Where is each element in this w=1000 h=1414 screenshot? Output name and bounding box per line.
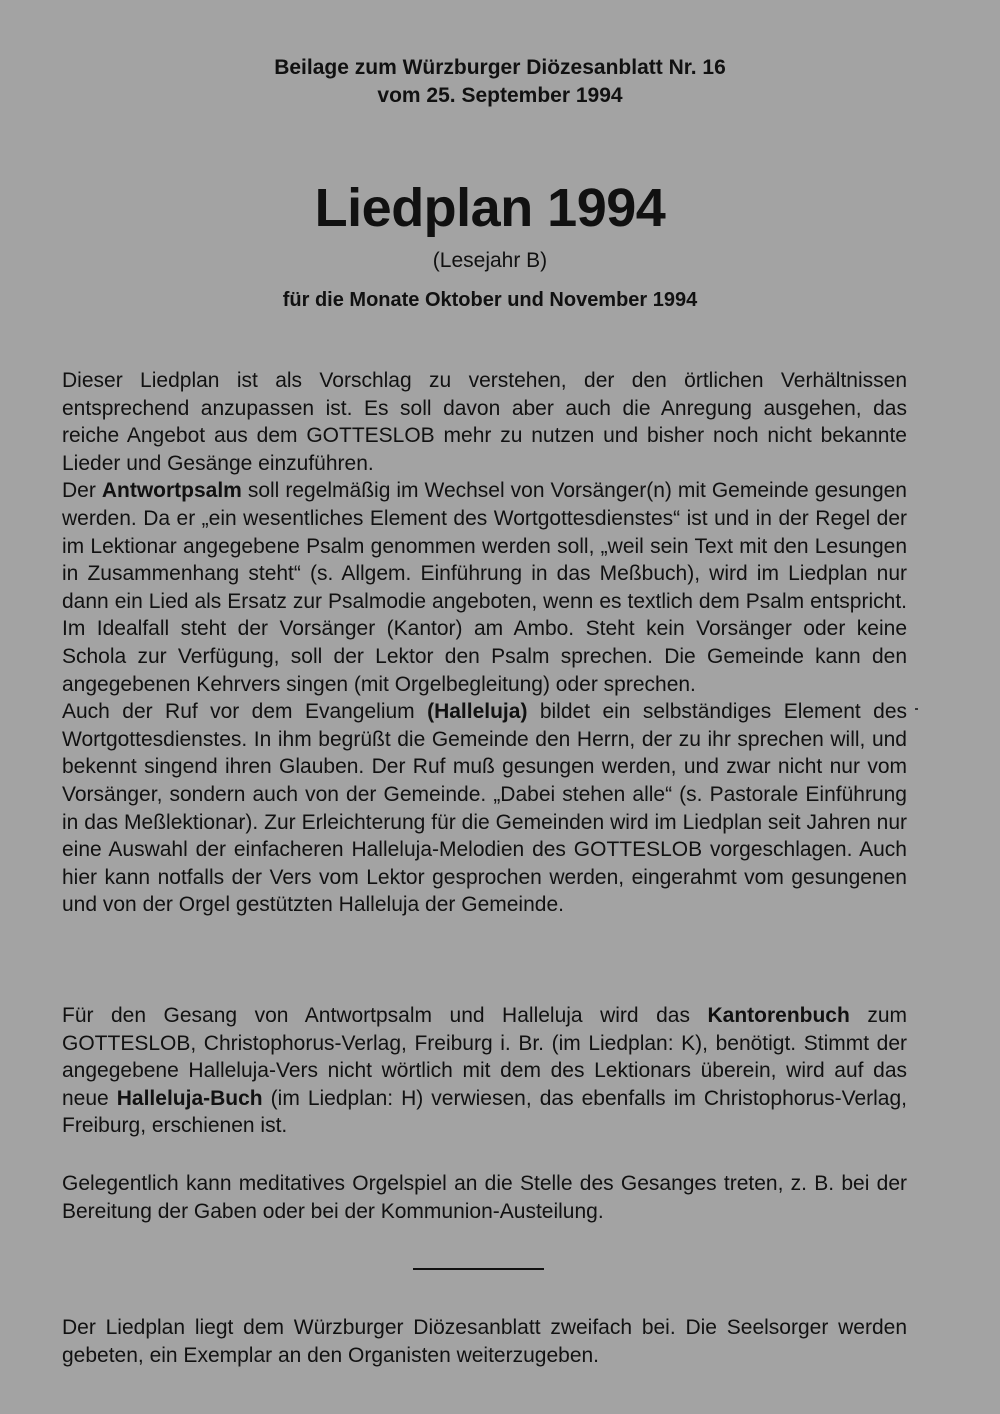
intro-section [62,367,907,919]
text-span: (im Liedplan: H) verwiesen, das ebenfalls im Christophorus-Verlag, Freiburg, erschienen ist. [62,1086,907,1138]
text-span: Der [62,479,102,503]
orgelspiel-section [62,1170,907,1225]
paragraph-halleluja [62,698,907,919]
text-span: zum GOTTESLOB, Christophorus-Verlag, Freiburg i. Br. (im Liedplan: K), benötigt. Stimmt der angegebene Halleluja-Vers nicht wörtlich mit dem des Lektionars überein, wird auf das neue [62,1004,908,1110]
paragraph-intro: Dieser Liedplan ist als Vorschlag zu verstehen, der den örtlichen Verhältnissen entsprechend anzupassen ist. Es soll davon aber auch die Anregung ausgehen, das reiche Angebot aus dem GOTTESLOB mehr zu nutzen und bisher noch nicht bekannte Lieder und Gesänge einzuführen. [62,369,907,475]
header-line-2: vom 25. September 1994 [377,84,623,107]
kantorenbuch-section [62,1002,907,1140]
months-line: für die Monate Oktober und November 1994 [282,289,698,311]
paragraph-antwortpsalm [62,477,907,698]
page-title: Liedplan 1994 [314,178,666,238]
reading-year: (Lesejahr B) [432,249,548,272]
text-span: soll regelmäßig im Wechsel von Vorsänger(n) mit Gemeinde gesungen werden. Da er „ein wesentliches Element des Wortgottesdienstes“ ist und in der Regel der im Lektionar angegebene Psalm genommen werden soll, „weil sein Text mit den Lesungen in Zusammenhang steht“ (s. Allgem. Einführung in das Meßbuch), wird im Liedplan nur dann ein Lied als Ersatz zur Psalmodie angeboten, wenn es textlich dem Psalm entspricht. Im Idealfall steht der Vorsänger (Kantor) am Ambo. Steht kein Vorsänger oder keine Schola zur Verfügung, soll der Lektor den Psalm sprechen. Die Gemeinde kann den angegebenen Kehrvers singen (mit Orgelbegleitung) oder sprechen. [62,479,907,696]
bold-term-antwortpsalm: Antwortpsalm [101,479,242,503]
text-span: bildet ein selbständiges Element des Wortgottesdienstes. In ihm begrüßt die Gemeinde den Herrn, der zu ihr sprechen will, und bekennt singend ihren Glauben. Der Ruf muß gesungen werden, und zwar nicht nur vom Vorsänger, sondern auch von der Gemeinde. „Dabei stehen alle“ (s. Pastorale Einführung in das Meßlektionar). Zur Erleichterung für die Gemeinden wird im Liedplan seit Jahren nur eine Auswahl der einfacheren Halleluja-Melodien des GOTTESLOB vorgeschlagen. Auch hier kann notfalls der Vers vom Lektor gesprochen werden, eingerahmt vom gesungenen und von der Orgel gestützten Halleluja der Gemeinde. [62,700,908,917]
paragraph-kantorenbuch [62,1002,907,1140]
bold-term-kantorenbuch: Kantorenbuch [707,1004,850,1027]
paragraph-orgelspiel: Gelegentlich kann meditatives Orgelspiel an die Stelle des Gesanges treten, z. B. bei der Bereitung der Gaben oder bei der Kommunion-Austeilung. [62,1172,907,1223]
bold-term-halleluja: (Halleluja) [427,700,528,724]
paragraph-footer-note: Der Liedplan liegt dem Würzburger Diözesanblatt zweifach bei. Die Seelsorger werden gebeten, ein Exemplar an den Organisten weiterzugeben. [62,1316,907,1367]
supplement-header [0,54,1000,110]
bold-term-halleluja-buch: Halleluja-Buch [116,1086,263,1110]
text-span: Auch der Ruf vor dem Evangelium [62,700,428,724]
footer-note-section [62,1314,907,1369]
scan-speck [915,708,918,710]
text-span: Für den Gesang von Antwortpsalm und Halleluja wird das [62,1004,708,1027]
header-line-1: Beilage zum Würzburger Diözesanblatt Nr. 16 [274,56,726,79]
divider-rule [413,1268,544,1270]
